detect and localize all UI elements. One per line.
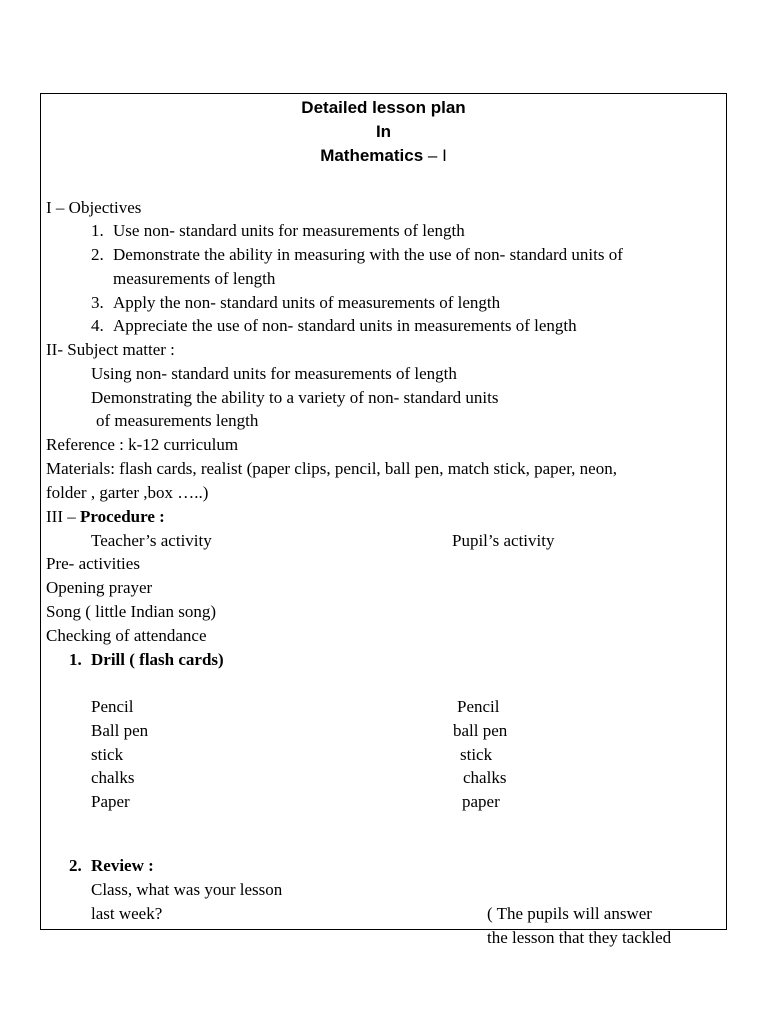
reference: Reference : k-12 curriculum bbox=[46, 435, 239, 454]
objectives-heading: I – Objectives bbox=[46, 198, 142, 217]
drill-teacher-item: stick bbox=[91, 745, 124, 764]
drill-teacher-item: Ball pen bbox=[91, 721, 149, 740]
doc-title-in: In bbox=[375, 122, 392, 141]
review-teacher-line: Class, what was your lesson bbox=[91, 880, 283, 899]
subject-matter-line: of measurements length bbox=[96, 411, 259, 430]
objective-item: 1. Use non- standard units for measurements of length bbox=[91, 221, 465, 240]
song: Song ( little Indian song) bbox=[46, 602, 216, 621]
doc-subject: Mathematics – I bbox=[320, 146, 447, 165]
objective-item: 3. Apply the non- standard units of measurements of length bbox=[91, 293, 501, 312]
drill-pupil-item: Pencil bbox=[457, 697, 500, 716]
drill-heading: 1. Drill ( flash cards) bbox=[69, 650, 224, 669]
drill-pupil-item: stick bbox=[460, 745, 493, 764]
procedure-heading: III – Procedure : bbox=[46, 507, 165, 526]
review-pupil-line: ( The pupils will answer bbox=[487, 904, 652, 923]
drill-teacher-item: Paper bbox=[91, 792, 130, 811]
review-pupil-line: the lesson that they tackled bbox=[487, 928, 672, 947]
opening-prayer: Opening prayer bbox=[46, 578, 153, 597]
objective-item: 2. Demonstrate the ability in measuring with the use of non- standard units of bbox=[91, 245, 623, 264]
subject-matter-line: Demonstrating the ability to a variety of non- standard units bbox=[91, 388, 499, 407]
checking-attendance: Checking of attendance bbox=[46, 626, 207, 645]
review-heading: 2. Review : bbox=[69, 856, 154, 875]
drill-pupil-item: paper bbox=[462, 792, 500, 811]
subject-matter-heading: II- Subject matter : bbox=[46, 340, 175, 359]
objective-item-continued: measurements of length bbox=[113, 269, 276, 288]
drill-teacher-item: Pencil bbox=[91, 697, 134, 716]
subject-matter-line: Using non- standard units for measurements of length bbox=[91, 364, 457, 383]
materials-line: folder , garter ,box …..) bbox=[46, 483, 209, 502]
objective-item: 4. Appreciate the use of non- standard units in measurements of length bbox=[91, 316, 577, 335]
pupil-activity-header: Pupil’s activity bbox=[452, 531, 555, 550]
drill-pupil-item: chalks bbox=[463, 768, 507, 787]
teacher-activity-header: Teacher’s activity bbox=[91, 531, 212, 550]
materials-line: Materials: flash cards, realist (paper clips, pencil, ball pen, match stick, paper, neon, bbox=[46, 459, 617, 478]
drill-pupil-item: ball pen bbox=[453, 721, 508, 740]
pre-activities: Pre- activities bbox=[46, 554, 140, 573]
drill-teacher-item: chalks bbox=[91, 768, 135, 787]
doc-title: Detailed lesson plan bbox=[301, 98, 466, 117]
review-teacher-line: last week? bbox=[91, 904, 163, 923]
